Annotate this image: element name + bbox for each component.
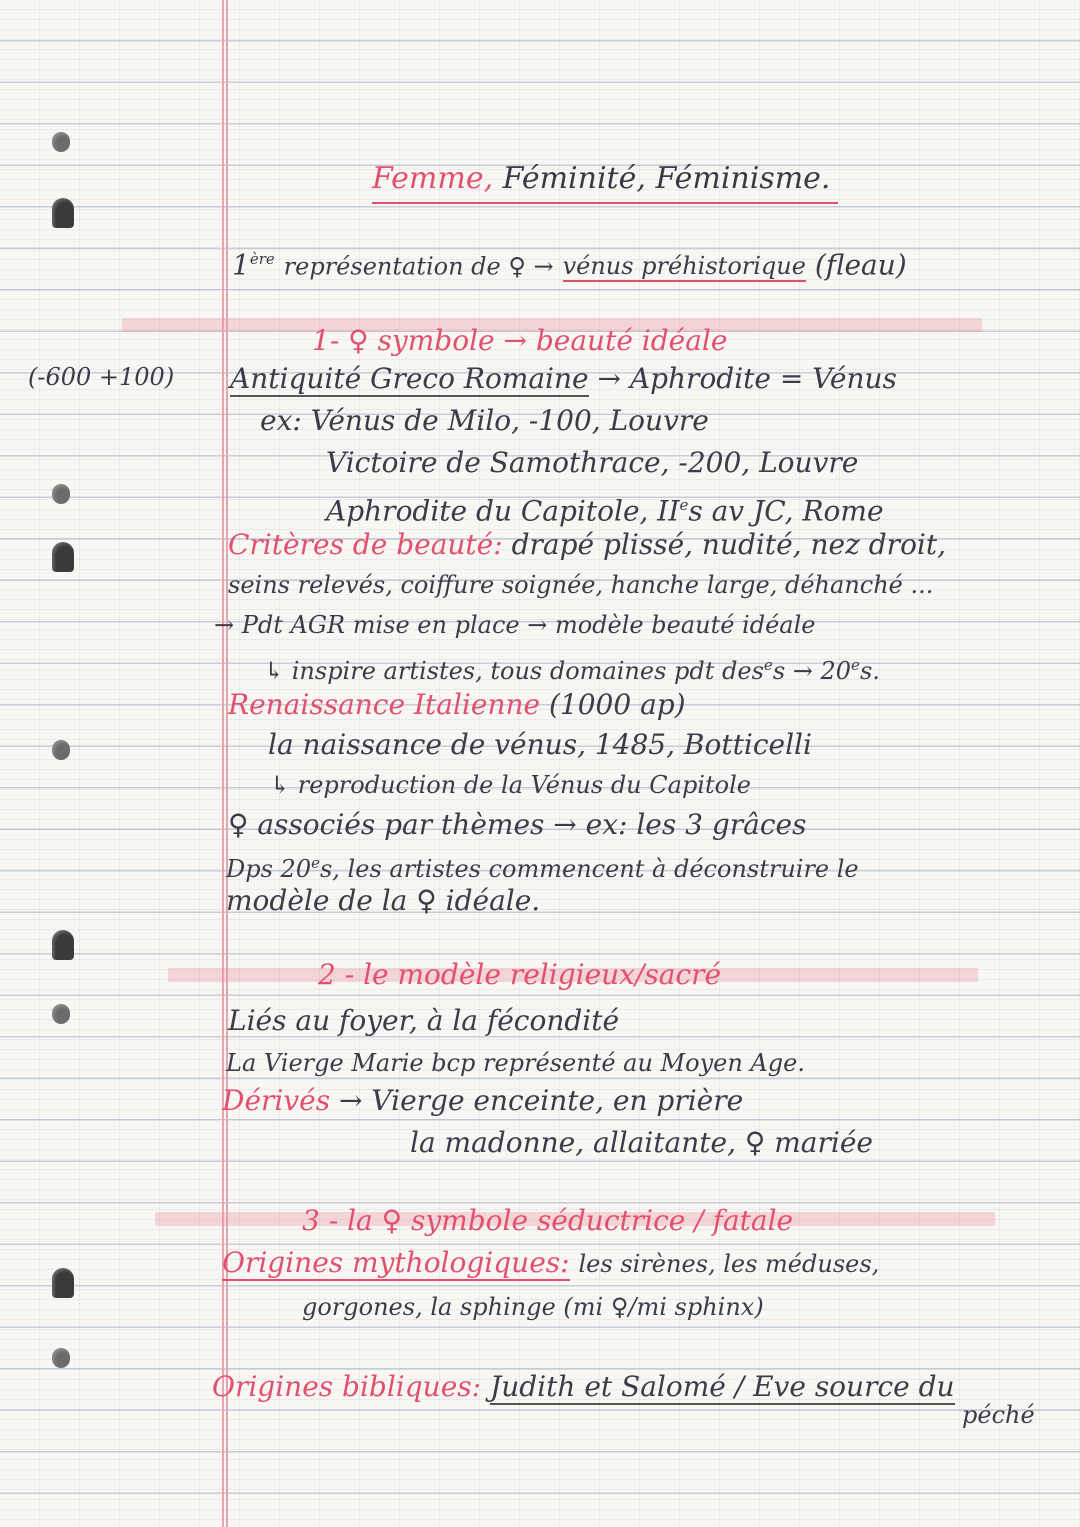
myth-line: [222, 1246, 879, 1281]
binder-hole: [52, 542, 74, 572]
section3-heading: 3 - la ♀ symbole séductrice / fatale: [302, 1204, 794, 1237]
myth-text: les sirènes, les méduses,: [578, 1250, 880, 1278]
binder-hole: [52, 1268, 74, 1298]
dps-line: [226, 846, 859, 886]
title-word-3: Féminisme.: [655, 161, 831, 196]
derives-label: Dérivés: [222, 1084, 331, 1117]
intro-ordinal: 1: [232, 248, 250, 282]
dps-end: s, les artistes commencent à déconstruire le: [319, 855, 859, 883]
renaissance-label: Renaissance Italienne: [228, 688, 541, 721]
inspire-end-2: s.: [859, 657, 880, 685]
section1-heading: 1- ♀ symbole → beauté idéale: [312, 324, 728, 357]
example-3: [326, 488, 884, 528]
bibl-label: Origines bibliques:: [212, 1370, 482, 1403]
naissance-line: la naissance de vénus, 1485, Botticelli: [268, 728, 812, 761]
section2-line-1: Liés au foyer, à la fécondité: [228, 1004, 620, 1037]
margin-line-2: [226, 0, 228, 1527]
bibl-line-2: péché: [962, 1401, 1035, 1429]
aphrodite-text: → Aphrodite = Vénus: [597, 362, 897, 395]
intro-paren: (fleau): [814, 248, 907, 282]
title-underline: [372, 202, 838, 204]
antiquite-line: [230, 362, 897, 396]
intro-text: représentation de ♀ →: [283, 252, 554, 281]
inspire-text: ↳ inspire artistes, tous domaines pdt des: [264, 657, 764, 685]
binder-hole: [52, 740, 70, 760]
example-3-end: s av JC, Rome: [688, 494, 884, 528]
binder-hole: [52, 1004, 70, 1024]
bibl-text: Judith et Salomé / Eve source du: [490, 1370, 955, 1403]
margin-line: [222, 0, 224, 1527]
title-word-2: Féminité,: [502, 161, 646, 196]
bibl-line: [212, 1370, 955, 1404]
binder-hole: [52, 132, 70, 152]
section2-line-2: La Vierge Marie bcp représenté au Moyen Age.: [226, 1049, 805, 1077]
section2-line-4: la madonne, allaitante, ♀ mariée: [410, 1126, 873, 1159]
binder-hole: [52, 484, 70, 504]
example-3-sup: e: [679, 496, 689, 514]
binder-hole: [52, 1348, 70, 1368]
page-title: [372, 162, 830, 196]
reproduction-line: ↳ reproduction de la Vénus du Capitole: [270, 771, 751, 799]
derives-line: [222, 1084, 743, 1118]
criteres-text: drapé plissé, nudité, nez droit,: [511, 528, 947, 561]
binder-hole: [52, 198, 74, 228]
inspire-end: s → 20: [772, 657, 852, 685]
binder-hole: [52, 930, 74, 960]
intro-ordinal-sup: ère: [249, 250, 275, 268]
antiquite-label: Antiquité Greco Romaine: [230, 362, 589, 395]
associes-line: ♀ associés par thèmes → ex: les 3 grâces: [228, 808, 807, 841]
modele-line: modèle de la ♀ idéale.: [226, 884, 541, 917]
example-2: Victoire de Samothrace, -200, Louvre: [326, 446, 859, 479]
inspire-sup-2: e: [851, 656, 860, 674]
example-3-start: Aphrodite du Capitole, II: [326, 494, 680, 528]
renaissance-paren: (1000 ap): [548, 688, 686, 721]
criteres-line-2: seins relevés, coiffure soignée, hanche large, déhanché ...: [228, 571, 934, 599]
section2-heading: 2 - le modèle religieux/sacré: [318, 958, 722, 991]
dps-sup: e: [311, 854, 320, 872]
title-first-letter: Femme,: [372, 161, 494, 196]
criteres-line: [228, 528, 946, 562]
inspire-sup: e: [763, 656, 773, 674]
intro-line: [232, 242, 907, 283]
renaissance-line: [228, 688, 686, 722]
derives-text: → Vierge enceinte, en prière: [339, 1084, 744, 1117]
myth-label: Origines mythologiques:: [222, 1246, 570, 1279]
myth-line-2: gorgones, la sphinge (mi ♀/mi sphinx): [302, 1293, 764, 1321]
date-range: (-600 +100): [28, 363, 175, 391]
dps-text: Dps 20: [226, 855, 312, 883]
pdt-line: → Pdt AGR mise en place → modèle beauté idéale: [214, 611, 816, 639]
intro-venus: vénus préhistorique: [562, 252, 806, 281]
criteres-label: Critères de beauté:: [228, 528, 503, 561]
inspire-line: [264, 648, 880, 688]
example-1: ex: Vénus de Milo, -100, Louvre: [260, 404, 709, 437]
